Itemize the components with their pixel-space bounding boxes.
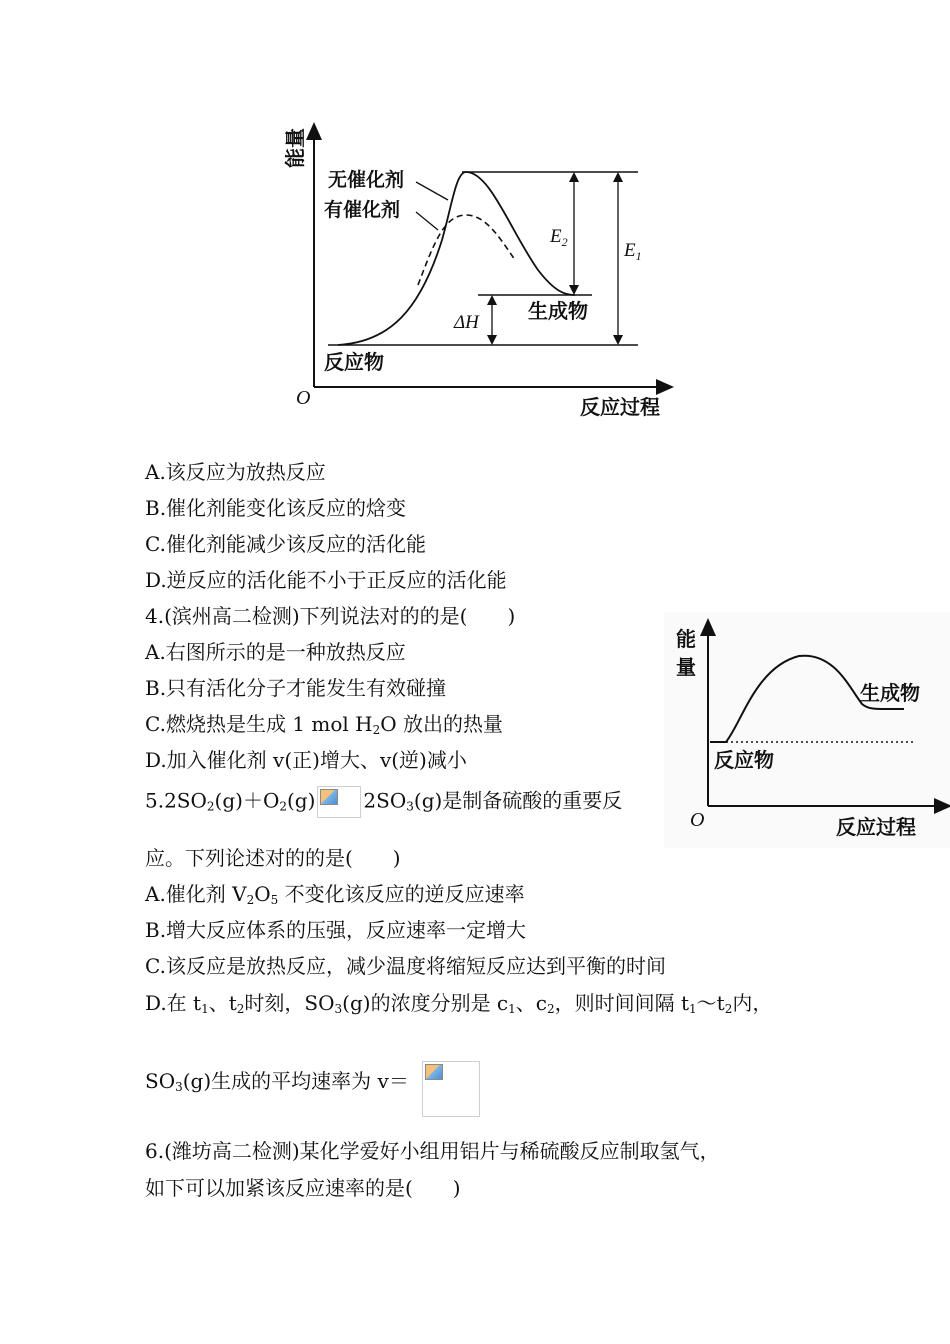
- q5-stem-line2: 应。下列论述对的的是( ): [145, 846, 401, 870]
- q4-option-d: D.加入催化剂 v(正)增大、v(逆)减小: [145, 748, 467, 772]
- q4-option-b: B.只有活化分子才能发生有效碰撞: [145, 676, 447, 700]
- q3-option-a: A.该反应为放热反应: [145, 460, 326, 484]
- q4-option-a: A.右图所示的是一种放热反应: [145, 640, 406, 664]
- q5-option-d-continued: $SO_3(g)$生成的平均速率为 v＝: [145, 1069, 409, 1094]
- q5-stem-line1: $5.2SO_2(g)+O_2(g)$ $2SO_3(g)$是制备硫酸的重要反: [145, 786, 622, 820]
- rate-formula-image: [422, 1061, 480, 1117]
- q5-option-a: A.催化剂 $V_2O_5$ 不变化该反应的逆反应速率: [145, 882, 525, 907]
- reactant-label: 反应物: [714, 748, 774, 772]
- y-axis-label: 能量: [283, 128, 307, 168]
- q6-stem-line1: 6.(潍坊高二检测)某化学爱好小组用铝片与稀硫酸反应制取氢气，: [145, 1139, 720, 1163]
- x-axis-label: 反应过程: [580, 395, 660, 419]
- no-catalyst-label: 无催化剂: [328, 169, 405, 191]
- q6-stem-line2: 如下可以加紧该反应速率的是( ): [145, 1176, 461, 1200]
- energy-diagram-endothermic: [664, 612, 950, 848]
- q3-option-d: D.逆反应的活化能不小于正反应的活化能: [145, 568, 507, 592]
- e1-label: $E_1$: [624, 240, 642, 263]
- q5-option-d: D.在 $t_1$、$t_2$时刻，$SO_3(g)$的浓度分别是 $c_1$、$c_2$，则时间间隔 $t_1\sim t_2$内，: [145, 991, 773, 1016]
- with-catalyst-leader: [416, 212, 438, 230]
- q4-option-c: C.燃烧热是生成 1 mol $H_2O$ 放出的热量: [145, 712, 503, 737]
- with-catalyst-label: 有催化剂: [324, 199, 401, 221]
- reactant-label: 反应物: [324, 350, 384, 374]
- x-axis-label: 反应过程: [836, 815, 916, 839]
- q3-option-c: C.催化剂能减少该反应的活化能: [145, 532, 426, 556]
- q5-option-b: B.增大反应体系的压强，反应速率一定增大: [145, 918, 527, 942]
- energy-diagram-catalyst: [270, 120, 680, 425]
- equilibrium-arrow-image: [317, 786, 361, 818]
- product-label: 生成物: [528, 299, 588, 323]
- origin-label: O: [296, 387, 311, 409]
- product-label: 生成物: [860, 681, 920, 705]
- q4-stem: 4.(滨州高二检测)下列说法对的的是( ): [145, 604, 516, 628]
- dh-label: ΔH: [454, 312, 479, 333]
- q5-option-c: C.该反应是放热反应，减少温度将缩短反应达到平衡的时间: [145, 954, 666, 978]
- q3-option-b: B.催化剂能变化该反应的焓变: [145, 496, 407, 520]
- e2-label: $E_2$: [550, 226, 568, 249]
- y-axis-label-1: 能: [676, 627, 696, 651]
- y-axis-label-2: 量: [676, 655, 696, 679]
- origin-label: O: [690, 809, 705, 831]
- no-catalyst-leader: [416, 182, 448, 200]
